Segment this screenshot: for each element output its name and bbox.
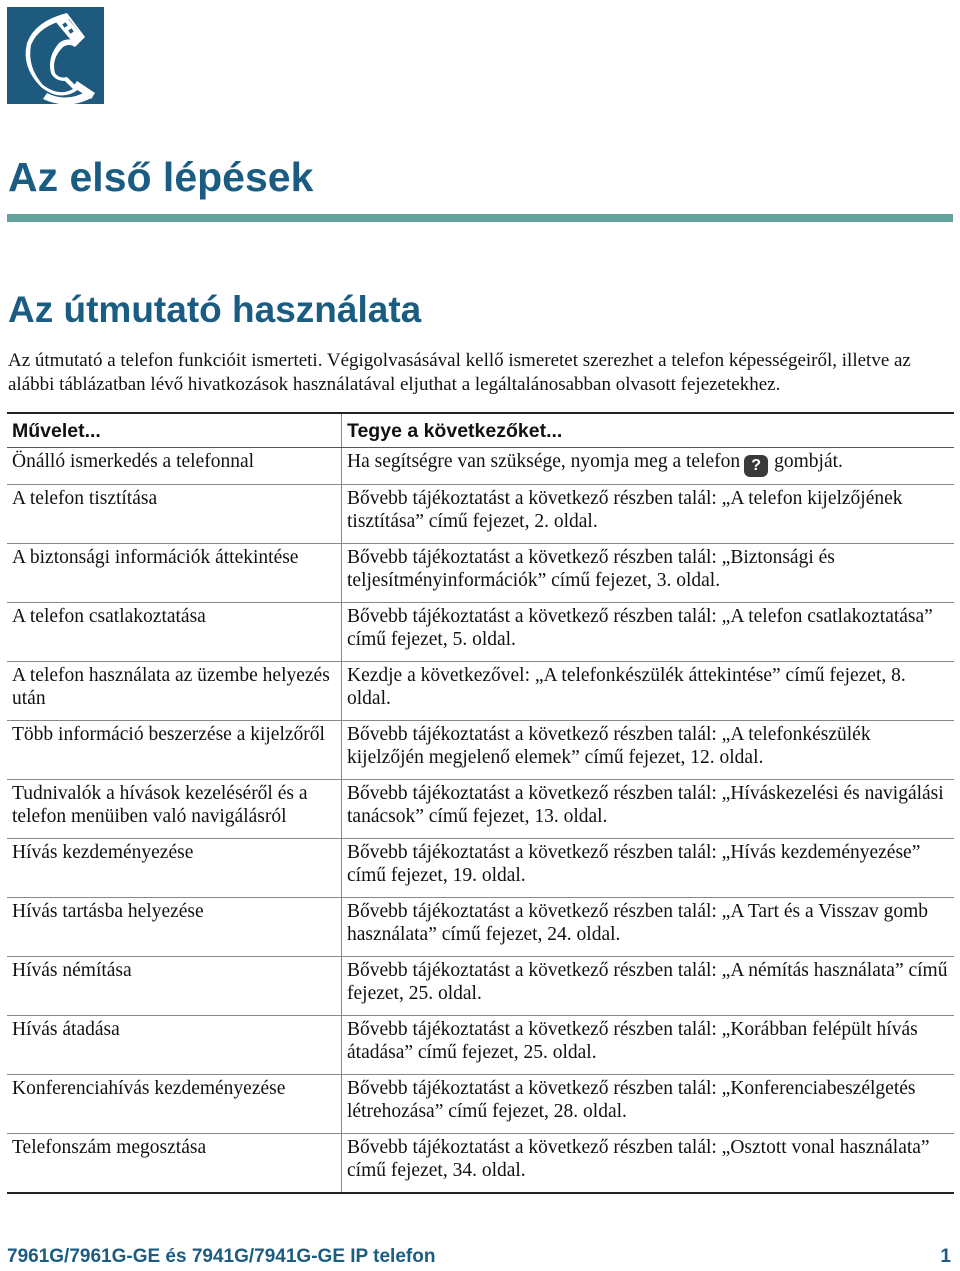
table-row: [7, 448, 954, 485]
table-row: [7, 1134, 954, 1194]
action-cell: Bővebb tájékoztatást a következő részben talál: „A Tart és a Visszav gomb használata” című fejezet, 24. oldal.: [342, 898, 955, 957]
action-cell: [342, 448, 955, 485]
task-cell: A biztonsági információk áttekintése: [7, 544, 342, 603]
table-row: [7, 957, 954, 1016]
section-title: Az útmutató használata: [8, 289, 422, 330]
table-header-row: [7, 413, 954, 448]
action-cell: Bővebb tájékoztatást a következő részben talál: „A némítás használata” című fejezet, 25. oldal.: [342, 957, 955, 1016]
action-cell: Bővebb tájékoztatást a következő részben talál: „Biztonsági és teljesítményinformációk” című fejezet, 3. oldal.: [342, 544, 955, 603]
task-cell: Hívás átadása: [7, 1016, 342, 1075]
table-row: [7, 1016, 954, 1075]
task-table: [7, 412, 954, 1194]
footer-title: 7961G/7961G-GE és 7941G/7941G-GE IP telefon: [7, 1246, 436, 1267]
task-cell: Hívás tartásba helyezése: [7, 898, 342, 957]
action-cell: Bővebb tájékoztatást a következő részben talál: „Híváskezelési és navigálási tanácsok” című fejezet, 13. oldal.: [342, 780, 955, 839]
task-cell: Hívás kezdeményezése: [7, 839, 342, 898]
column-header-action: Tegye a következőket...: [342, 413, 955, 448]
table-row: [7, 485, 954, 544]
action-cell: Bővebb tájékoztatást a következő részben talál: „Korábban felépült hívás átadása” című fejezet, 25. oldal.: [342, 1016, 955, 1075]
table-row: [7, 721, 954, 780]
table-row: [7, 603, 954, 662]
action-cell: Bővebb tájékoztatást a következő részben talál: „A telefon csatlakoztatása” című fejezet, 5. oldal.: [342, 603, 955, 662]
action-cell: Bővebb tájékoztatást a következő részben talál: „Osztott vonal használata” című fejezet, 34. oldal.: [342, 1134, 955, 1194]
task-cell: Telefonszám megosztása: [7, 1134, 342, 1194]
task-cell: Önálló ismerkedés a telefonnal: [7, 448, 342, 485]
task-cell: Több információ beszerzése a kijelzőről: [7, 721, 342, 780]
action-text: gombját.: [774, 451, 843, 472]
chapter-title-rule: [7, 214, 953, 222]
table-row: [7, 1075, 954, 1134]
table-row: [7, 544, 954, 603]
action-text: Ha segítségre van szüksége, nyomja meg a telefon: [347, 451, 741, 472]
table-row: [7, 898, 954, 957]
task-cell: A telefon tisztítása: [7, 485, 342, 544]
action-cell: Bővebb tájékoztatást a következő részben talál: „Hívás kezdeményezése” című fejezet, 19. oldal.: [342, 839, 955, 898]
table-row: [7, 839, 954, 898]
action-cell: Bővebb tájékoztatást a következő részben talál: „A telefonkészülék kijelzőjén megjelenő elemek” című fejezet, 12. oldal.: [342, 721, 955, 780]
task-cell: Tudnivalók a hívások kezeléséről és a telefon menüiben való navigálásról: [7, 780, 342, 839]
help-button-icon: ?: [744, 455, 768, 477]
intro-paragraph: Az útmutató a telefon funkcióit ismerteti. Végigolvasásával kellő ismeretet szerezhet a telefon képességeiről, illetve az alábbi táblázatban lévő hivatkozások használatával eljuthat a legáltalánosabban olvasott fejezetekhez.: [8, 350, 911, 395]
task-cell: A telefon használata az üzembe helyezés után: [7, 662, 342, 721]
chapter-title: Az első lépések: [8, 154, 314, 200]
phone-handset-icon: [7, 7, 104, 104]
action-cell: Bővebb tájékoztatást a következő részben talál: „A telefon kijelzőjének tisztítása” című fejezet, 2. oldal.: [342, 485, 955, 544]
cisco-logo: [7, 7, 104, 104]
table-row: [7, 780, 954, 839]
task-cell: A telefon csatlakoztatása: [7, 603, 342, 662]
action-cell: Bővebb tájékoztatást a következő részben talál: „Konferenciabeszélgetés létrehozása” című fejezet, 28. oldal.: [342, 1075, 955, 1134]
task-cell: Konferenciahívás kezdeményezése: [7, 1075, 342, 1134]
task-cell: Hívás némítása: [7, 957, 342, 1016]
column-header-task: Művelet...: [7, 413, 342, 448]
page-number: 1: [940, 1246, 951, 1267]
action-cell: Kezdje a következővel: „A telefonkészülék áttekintése” című fejezet, 8. oldal.: [342, 662, 955, 721]
table-row: [7, 662, 954, 721]
